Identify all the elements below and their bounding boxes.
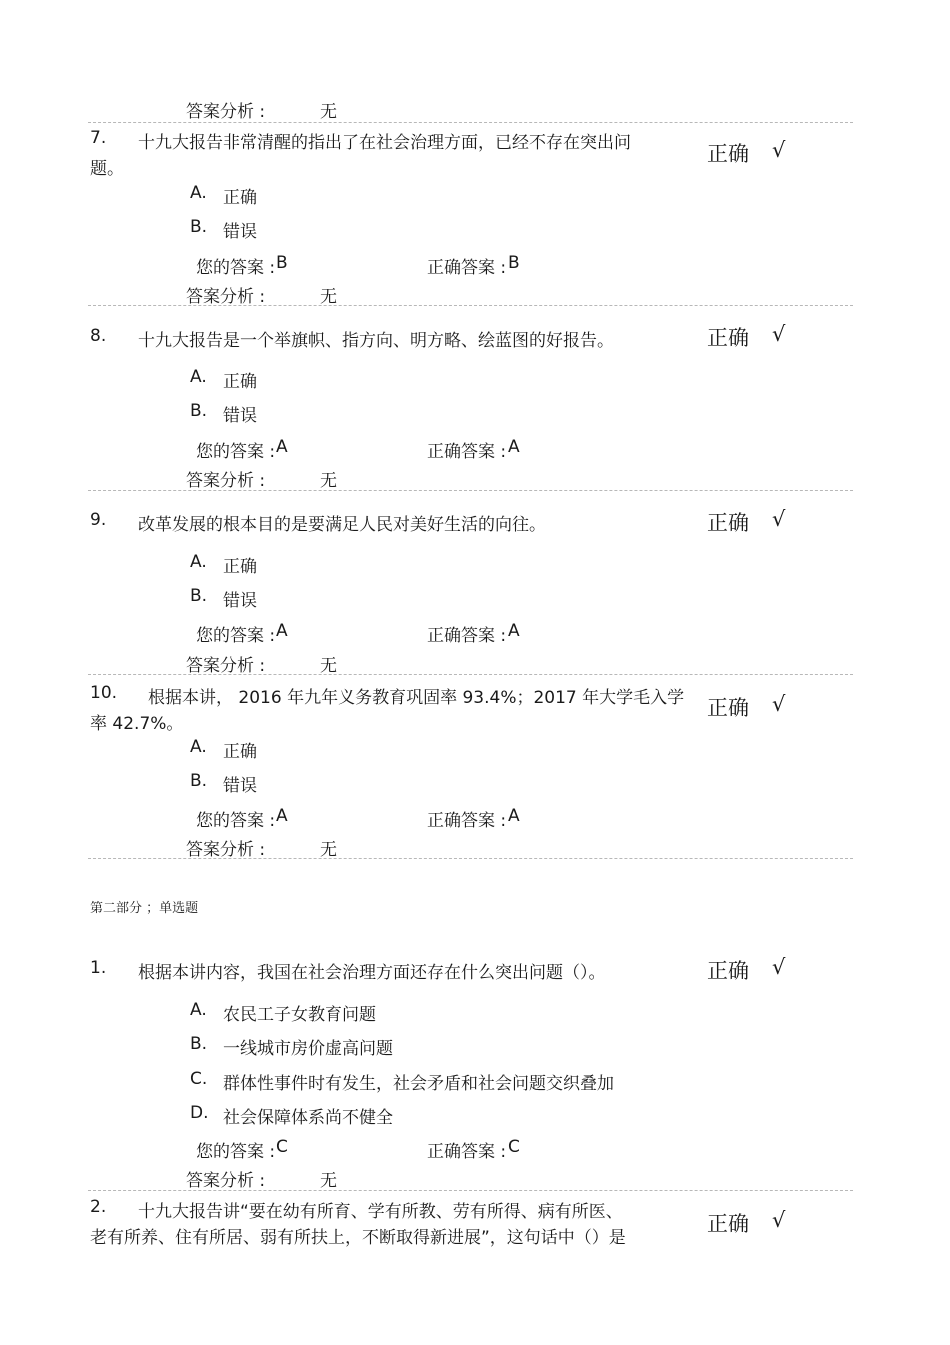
question-number: 8.	[90, 326, 107, 346]
correct-answer-label: 正确答案 :	[427, 442, 507, 462]
analysis-value: 无	[320, 102, 337, 122]
question-text-cont: 题。	[90, 159, 124, 179]
option-text: 社会保障体系尚不健全	[223, 1108, 393, 1128]
check-icon: √	[772, 138, 786, 162]
your-answer-label: 您的答案 :	[196, 1142, 276, 1162]
section-heading: 第二部分 ；单选题	[90, 901, 199, 916]
analysis-value: 无	[320, 287, 337, 307]
correct-answer-value: B	[508, 253, 520, 273]
question-text: 根据本讲， 2016 年九年义务教育巩固率 93.4%；2017 年大学毛入学	[148, 688, 685, 708]
option-text: 错误	[223, 406, 257, 426]
option-letter: B.	[190, 586, 208, 606]
option-text: 群体性事件时有发生，社会矛盾和社会问题交织叠加	[223, 1074, 614, 1094]
question-text: 根据本讲内容，我国在社会治理方面还存在什么突出问题（）。	[138, 963, 606, 983]
option-letter: B.	[190, 771, 208, 791]
your-answer-label: 您的答案 :	[196, 258, 276, 278]
divider	[88, 122, 853, 123]
option-text: 农民工子女教育问题	[223, 1005, 376, 1025]
result-status: 正确	[707, 326, 749, 350]
question-number: 10.	[90, 683, 118, 703]
analysis-value: 无	[320, 656, 337, 676]
your-answer-label: 您的答案 :	[196, 442, 276, 462]
option-text: 正确	[223, 372, 257, 392]
option-letter: B.	[190, 401, 208, 421]
check-icon: √	[772, 322, 786, 346]
analysis-label: 答案分析 :	[186, 471, 266, 491]
correct-answer-label: 正确答案 :	[427, 626, 507, 646]
analysis-label: 答案分析 :	[186, 102, 266, 122]
analysis-label: 答案分析 :	[186, 840, 266, 860]
divider	[88, 490, 853, 491]
question-text-cont: 率 42.7%。	[90, 714, 184, 734]
your-answer-label: 您的答案 :	[196, 811, 276, 831]
option-letter: D.	[190, 1103, 209, 1123]
question-text: 十九大报告非常清醒的指出了在社会治理方面，已经不存在突出问	[138, 133, 631, 153]
check-icon: √	[772, 507, 786, 531]
analysis-value: 无	[320, 840, 337, 860]
divider	[88, 858, 853, 859]
option-text: 正确	[223, 742, 257, 762]
correct-answer-value: A	[508, 806, 520, 826]
question-number: 7.	[90, 128, 107, 148]
check-icon: √	[772, 692, 786, 716]
result-status: 正确	[707, 1212, 749, 1236]
your-answer-value: B	[276, 253, 288, 273]
correct-answer-label: 正确答案 :	[427, 1142, 507, 1162]
your-answer-label: 您的答案 :	[196, 626, 276, 646]
option-letter: B.	[190, 1034, 208, 1054]
result-status: 正确	[707, 142, 749, 166]
check-icon: √	[772, 1208, 786, 1232]
question-text: 改革发展的根本目的是要满足人民对美好生活的向往。	[138, 515, 546, 535]
your-answer-value: A	[276, 621, 288, 641]
analysis-label: 答案分析 :	[186, 656, 266, 676]
correct-answer-label: 正确答案 :	[427, 811, 507, 831]
question-number: 1.	[90, 958, 107, 978]
option-letter: B.	[190, 217, 208, 237]
option-letter: A.	[190, 1000, 207, 1020]
option-text: 一线城市房价虚高问题	[223, 1039, 393, 1059]
option-letter: A.	[190, 737, 207, 757]
result-status: 正确	[707, 511, 749, 535]
analysis-value: 无	[320, 471, 337, 491]
divider	[88, 1190, 853, 1191]
option-text: 错误	[223, 591, 257, 611]
question-text: 十九大报告是一个举旗帜、指方向、明方略、绘蓝图的好报告。	[138, 331, 614, 351]
your-answer-value: C	[276, 1137, 288, 1157]
option-text: 错误	[223, 776, 257, 796]
option-letter: A.	[190, 183, 207, 203]
analysis-label: 答案分析 :	[186, 287, 266, 307]
option-text: 错误	[223, 222, 257, 242]
your-answer-value: A	[276, 437, 288, 457]
divider	[88, 305, 853, 306]
your-answer-value: A	[276, 806, 288, 826]
divider	[88, 674, 853, 675]
question-number: 9.	[90, 510, 107, 530]
analysis-label: 答案分析 :	[186, 1171, 266, 1191]
result-status: 正确	[707, 696, 749, 720]
question-text: 十九大报告讲“要在幼有所育、学有所教、劳有所得、病有所医、	[138, 1202, 623, 1222]
option-text: 正确	[223, 188, 257, 208]
option-letter: A.	[190, 552, 207, 572]
question-text-cont: 老有所养、住有所居、弱有所扶上，不断取得新进展”，这句话中（）是	[90, 1228, 626, 1248]
option-text: 正确	[223, 557, 257, 577]
result-status: 正确	[707, 959, 749, 983]
analysis-value: 无	[320, 1171, 337, 1191]
correct-answer-value: A	[508, 437, 520, 457]
option-letter: A.	[190, 367, 207, 387]
option-letter: C.	[190, 1069, 208, 1089]
correct-answer-value: C	[508, 1137, 520, 1157]
correct-answer-label: 正确答案 :	[427, 258, 507, 278]
question-number: 2.	[90, 1197, 107, 1217]
correct-answer-value: A	[508, 621, 520, 641]
check-icon: √	[772, 955, 786, 979]
